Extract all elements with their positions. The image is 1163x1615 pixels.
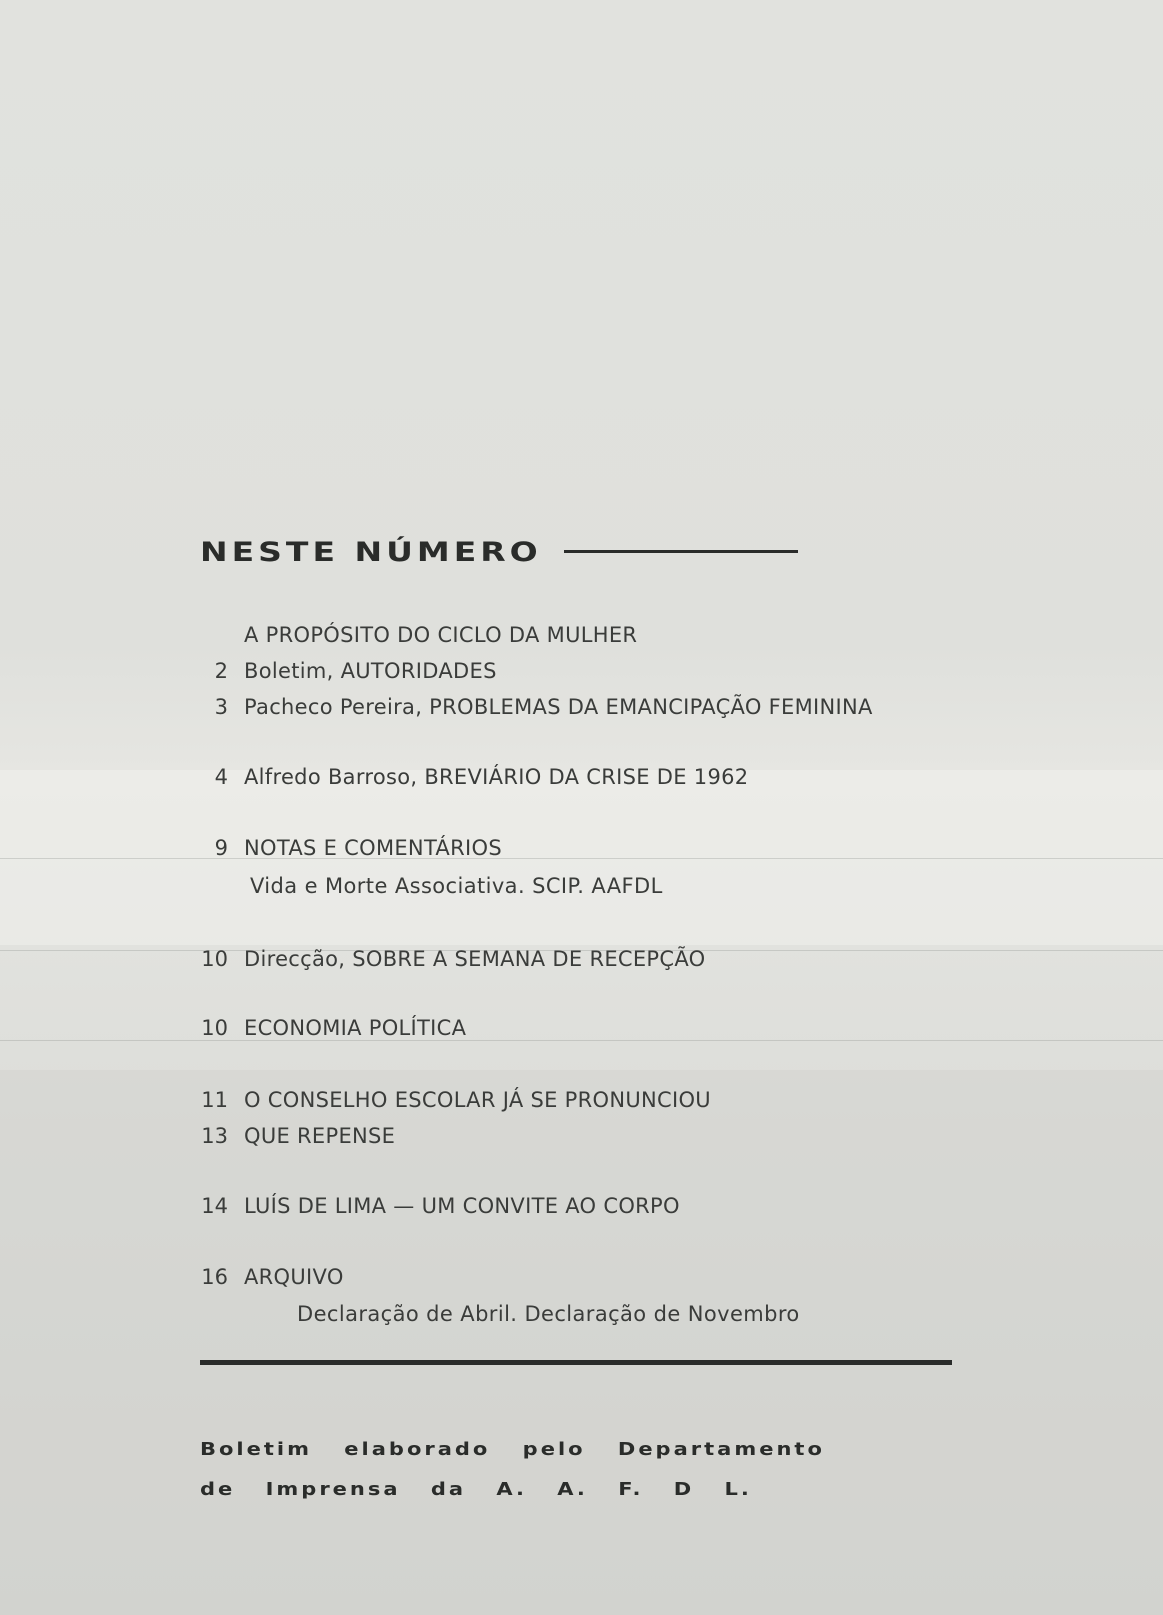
toc-title: ARQUIVO [244,1265,344,1289]
footer-credit-line-2: de Imprensa da A. A. F. D L. [200,1478,752,1500]
toc-entry [190,623,637,653]
heading-rule [564,550,798,553]
toc-page-number: 4 [214,765,228,789]
toc-page-number: 10 [201,947,228,971]
footer-rule [200,1360,952,1365]
toc-page-number: 10 [201,1016,228,1040]
toc-entry [190,836,502,866]
toc-title: Boletim, AUTORIDADES [244,659,497,683]
toc-entry [190,765,748,795]
paper-fold-line [0,858,1163,859]
toc-entry [190,695,873,725]
toc-entry [190,947,706,977]
toc-entry [190,1016,466,1046]
toc-subtitle: Declaração de Abril. Declaração de Novembro [297,1302,800,1326]
footer-credit-line-1: Boletim elaborado pelo Departamento [200,1438,825,1460]
toc-page-number: 2 [214,659,228,683]
paper-fold-line [0,1040,1163,1041]
toc-page-number: 13 [201,1124,228,1148]
toc-entry [190,659,497,689]
toc-title: A PROPÓSITO DO CICLO DA MULHER [244,623,638,647]
toc-page-number: 11 [201,1088,228,1112]
toc-title: Alfredo Barroso, BREVIÁRIO DA CRISE DE 1962 [244,765,749,789]
toc-entry [190,1265,344,1295]
toc-title: ECONOMIA POLÍTICA [244,1016,467,1040]
toc-title: Direcção, SOBRE A SEMANA DE RECEPÇÃO [244,947,706,971]
toc-subtitle: Vida e Morte Associativa. SCIP. AAFDL [250,874,663,898]
toc-heading [200,532,798,571]
toc-title: NOTAS E COMENTÁRIOS [244,836,502,860]
toc-entry [190,1124,395,1154]
toc-page-number: 9 [214,836,228,860]
toc-title: Pacheco Pereira, PROBLEMAS DA EMANCIPAÇÃO FEMININA [244,695,873,719]
toc-title: O CONSELHO ESCOLAR JÁ SE PRONUNCIOU [244,1088,711,1112]
toc-title: QUE REPENSE [244,1124,396,1148]
toc-page-number: 3 [214,695,228,719]
toc-entry [190,1088,711,1118]
toc-page-number: 16 [201,1265,228,1289]
paper-dark-band [0,1070,1163,1615]
heading-text: NESTE NÚMERO [200,535,542,568]
toc-title: LUÍS DE LIMA — UM CONVITE AO CORPO [244,1194,680,1218]
toc-entry [190,1194,680,1224]
toc-page-number: 14 [201,1194,228,1218]
